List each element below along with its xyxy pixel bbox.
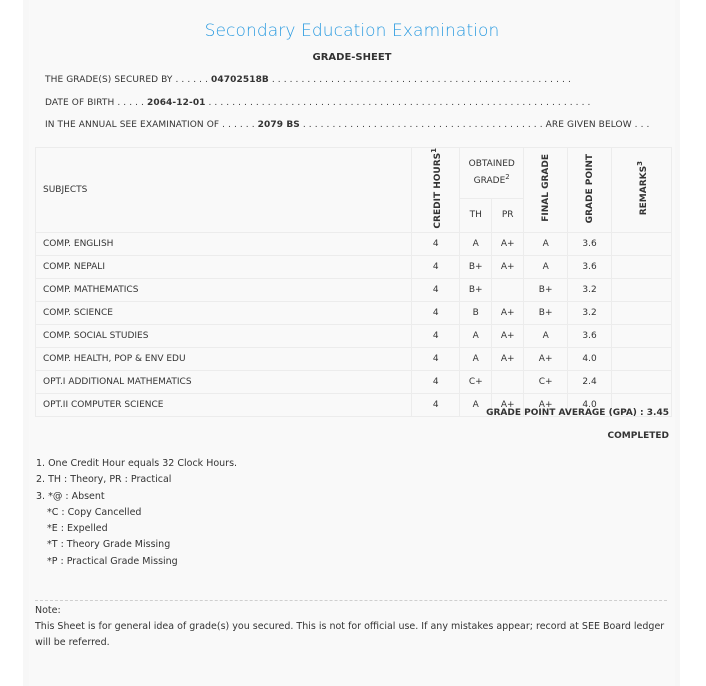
remarks xyxy=(612,347,672,370)
subject-name: COMP. HEALTH, POP & ENV EDU xyxy=(36,347,412,370)
practical-grade: A+ xyxy=(492,324,524,347)
exam-year: 2079 BS xyxy=(257,120,300,130)
remarks xyxy=(612,255,672,278)
footnote-item: *C : Copy Cancelled xyxy=(47,506,142,518)
practical-grade xyxy=(492,370,524,393)
status-badge: COMPLETED xyxy=(607,431,669,441)
table-row xyxy=(36,232,672,255)
table-row xyxy=(36,255,672,278)
grade-point: 3.6 xyxy=(568,255,612,278)
header-final-grade: FINAL GRADE xyxy=(524,148,568,233)
dob-line xyxy=(45,98,590,108)
remarks xyxy=(612,232,672,255)
dotted-leader: . . . . . . . . . . . . . . . . . . . . . . . . . . . . . . . . . . . . . . . . . . . . . . . . . . . xyxy=(271,75,571,85)
credit-hours: 4 xyxy=(412,370,460,393)
final-grade: B+ xyxy=(524,278,568,301)
header-pr: PR xyxy=(492,199,524,233)
theory-grade: B+ xyxy=(460,278,492,301)
header-credit-hours: CREDIT HOURS$^1$ xyxy=(412,148,460,233)
table-row xyxy=(36,301,672,324)
table-row xyxy=(36,347,672,370)
symbol-number: 04702518B xyxy=(211,75,269,85)
theory-grade: A xyxy=(460,347,492,370)
credit-hours: 4 xyxy=(412,255,460,278)
footnote-item: 1. One Credit Hour equals 32 Clock Hours. xyxy=(36,458,238,469)
remarks xyxy=(612,370,672,393)
secured-by-label: THE GRADE(S) SECURED BY . . . . . . xyxy=(45,75,209,85)
disclaimer-note xyxy=(35,603,667,651)
subject-name: COMP. NEPALI xyxy=(36,255,412,278)
grade-sheet-heading: GRADE-SHEET xyxy=(312,52,392,63)
credit-hours: 4 xyxy=(412,347,460,370)
exam-label: IN THE ANNUAL SEE EXAMINATION OF . . . . . . xyxy=(45,120,255,130)
grade-point: 3.2 xyxy=(568,278,612,301)
subject-name: COMP. SOCIAL STUDIES xyxy=(36,324,412,347)
subject-name: COMP. MATHEMATICS xyxy=(36,278,412,301)
theory-grade: C+ xyxy=(460,370,492,393)
practical-grade: A+ xyxy=(492,301,524,324)
subject-name: COMP. SCIENCE xyxy=(36,301,412,324)
subject-name: COMP. ENGLISH xyxy=(36,232,412,255)
remarks xyxy=(612,301,672,324)
footnote-item: *P : Practical Grade Missing xyxy=(47,555,178,567)
table-row xyxy=(36,324,672,347)
final-grade: B+ xyxy=(524,301,568,324)
practical-grade xyxy=(492,278,524,301)
footnotes xyxy=(36,456,237,570)
final-grade: C+ xyxy=(524,370,568,393)
header-remarks: REMARKS$^3$ xyxy=(612,148,672,233)
theory-grade: A xyxy=(460,393,492,416)
header-subjects: SUBJECTS xyxy=(36,148,412,233)
footnote-item: 3. *@ : Absent xyxy=(36,490,105,502)
subject-name: OPT.II COMPUTER SCIENCE xyxy=(36,393,412,416)
practical-grade: A+ xyxy=(492,347,524,370)
practical-grade: A+ xyxy=(492,393,524,416)
note-label: Note: xyxy=(35,605,61,616)
theory-grade: A xyxy=(460,324,492,347)
dotted-leader: . . . . . . . . . . . . . . . . . . . . . . . . . . . . . . . . . . . . . . . . . xyxy=(302,120,543,130)
final-grade: A+ xyxy=(524,347,568,370)
theory-grade: B+ xyxy=(460,255,492,278)
credit-hours: 4 xyxy=(412,301,460,324)
grade-point: 3.2 xyxy=(568,301,612,324)
secured-by-line xyxy=(45,75,571,85)
grade-point: 2.4 xyxy=(568,370,612,393)
exam-line xyxy=(45,120,649,130)
grade-point: 3.6 xyxy=(568,324,612,347)
exam-end-label: ARE GIVEN BELOW . . . xyxy=(545,120,650,130)
remarks xyxy=(612,324,672,347)
credit-hours: 4 xyxy=(412,393,460,416)
grades-table xyxy=(35,147,672,417)
footnote-item: 2. TH : Theory, PR : Practical xyxy=(36,474,172,486)
dob-value: 2064-12-01 xyxy=(146,98,206,108)
grade-point: 3.6 xyxy=(568,232,612,255)
final-grade: A xyxy=(524,255,568,278)
final-grade: A xyxy=(524,324,568,347)
dob-label: DATE OF BIRTH . . . . . xyxy=(45,98,144,108)
remarks xyxy=(612,278,672,301)
footnote-item: *T : Theory Grade Missing xyxy=(47,539,171,551)
table-row xyxy=(36,370,672,393)
header-th: TH xyxy=(460,199,492,233)
header-obtained-grade: OBTAINED GRADE$^2$ xyxy=(460,148,524,199)
credit-hours: 4 xyxy=(412,232,460,255)
grade-point: 4.0 xyxy=(568,347,612,370)
practical-grade: A+ xyxy=(492,232,524,255)
dashed-divider xyxy=(35,600,667,601)
grade-sheet-panel xyxy=(29,0,675,686)
gpa-summary: GRADE POINT AVERAGE (GPA) : 3.45 xyxy=(486,408,669,418)
page-title: Secondary Education Examination xyxy=(204,21,500,41)
table-row xyxy=(36,278,672,301)
grade-point: 4.0 xyxy=(568,393,612,416)
header-grade-point: GRADE POINT xyxy=(568,148,612,233)
final-grade: A xyxy=(524,232,568,255)
final-grade: A+ xyxy=(524,393,568,416)
note-text: This Sheet is for general idea of grade(s) you secured. This is not for official use. If any mistakes appear; record at SEE Board ledger will be referred. xyxy=(35,621,665,648)
credit-hours: 4 xyxy=(412,278,460,301)
theory-grade: A xyxy=(460,232,492,255)
subject-name: OPT.I ADDITIONAL MATHEMATICS xyxy=(36,370,412,393)
credit-hours: 4 xyxy=(412,324,460,347)
dotted-leader: . . . . . . . . . . . . . . . . . . . . . . . . . . . . . . . . . . . . . . . . . . . . . . . . . . . . . . . . . . . . . . . . . xyxy=(208,98,591,108)
practical-grade: A+ xyxy=(492,255,524,278)
footnote-item: *E : Expelled xyxy=(47,523,108,535)
theory-grade: B xyxy=(460,301,492,324)
